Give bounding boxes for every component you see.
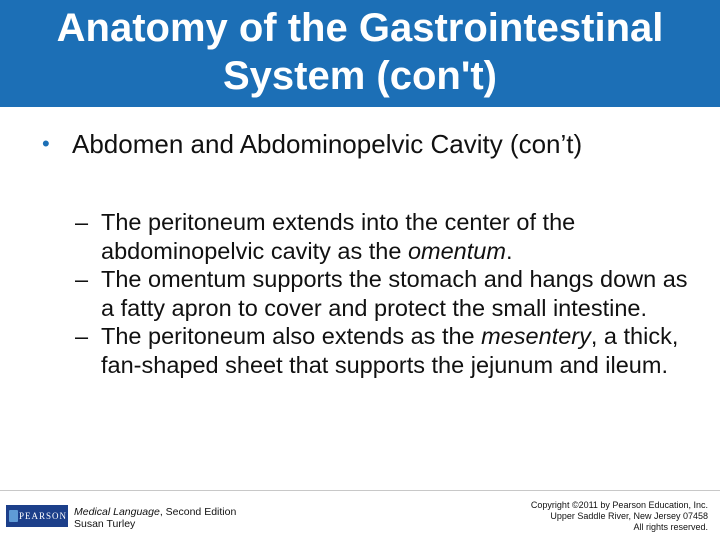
sub-bullet-dash: – [75, 266, 89, 292]
copyright-line-1: Copyright ©2011 by Pearson Education, Inc. [530, 500, 708, 510]
book-edition: , Second Edition [159, 506, 237, 518]
slide-title-line-2: System (con't) [222, 54, 497, 98]
book-author: Susan Turley [74, 518, 136, 530]
sub-bullet-omentum [75, 208, 695, 265]
bullet-marker: • [42, 131, 50, 156]
book-title-line [74, 506, 236, 518]
sub-bullet-mesentery [75, 322, 695, 379]
sub-bullet-dash: – [75, 209, 89, 235]
sub-bullet-text: The peritoneum also extends as the [101, 323, 482, 349]
main-bullet-text: Abdomen and Abdominopelvic Cavity (con’t) [72, 129, 583, 159]
sub-bullet-apron [75, 265, 695, 322]
sub-bullet-list [75, 208, 695, 379]
book-credit [74, 506, 236, 530]
title-bar [0, 0, 720, 107]
sub-bullet-text-end: . [505, 237, 513, 264]
pearson-logo-icon [9, 510, 18, 522]
slide-footer [0, 490, 720, 540]
footer-divider [0, 490, 720, 491]
sub-bullet-dash: – [75, 323, 89, 349]
pearson-logo-text: PEARSON [18, 511, 67, 521]
copyright-line-2: Upper Saddle River, New Jersey 07458 [550, 511, 708, 521]
main-bullet [42, 128, 682, 160]
term-mesentery: mesentery [481, 323, 591, 349]
sub-bullet-text-end: , a thick, fan-shaped sheet that supports the jejunum and ileum. [101, 323, 679, 378]
sub-bullet-text: The omentum supports the stomach and hangs down as a fatty apron to cover and protect the small intestine. [101, 266, 688, 321]
slide-title [0, 4, 720, 100]
copyright-notice [468, 500, 708, 533]
pearson-logo [6, 505, 68, 527]
book-title: Medical Language [74, 506, 160, 518]
sub-bullet-text: The peritoneum extends into the center of the abdominopelvic cavity as the [101, 209, 576, 264]
term-omentum: omentum [407, 237, 506, 264]
slide-title-line-1: Anatomy of the Gastrointestinal [56, 6, 664, 50]
copyright-line-3: All rights reserved. [633, 522, 708, 532]
